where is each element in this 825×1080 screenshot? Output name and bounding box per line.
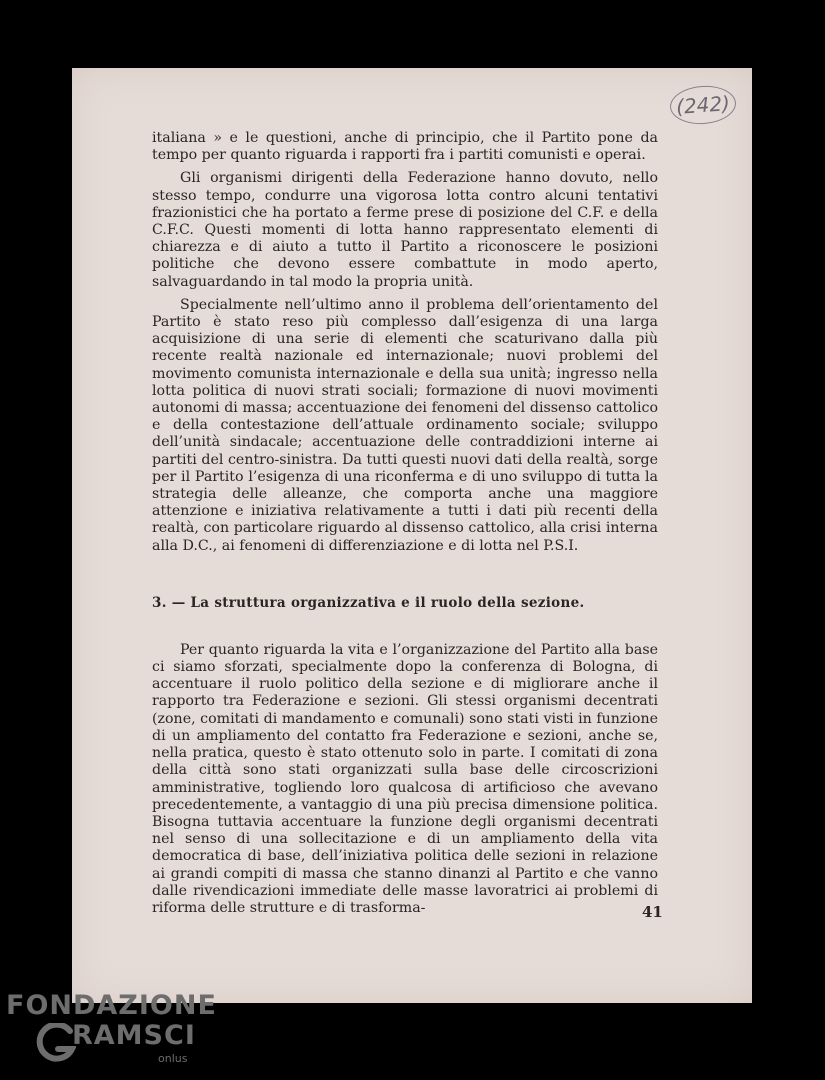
section-heading: 3. — La struttura organizzativa e il ruolo della sezione.	[152, 594, 585, 611]
logo-line-2: RAMSCI	[72, 1020, 196, 1051]
paragraph-1: italiana » e le questioni, anche di principio, che il Partito pone da tempo per quanto riguarda i rapporti fra i partiti comunisti e operai.	[152, 130, 658, 164]
page-number: 41	[642, 903, 663, 921]
logo-line-1: FONDAZIONE	[6, 990, 217, 1021]
body-text	[152, 130, 658, 917]
logo-line-3: onlus	[158, 1052, 188, 1065]
fondazione-gramsci-logo	[6, 990, 217, 1070]
paragraph-3: Specialmente nell’ultimo anno il problema dell’orientamento del Partito è stato reso più complesso dall’esigenza di una larga acquisizione di una serie di elementi che scaturivano dalla più recente realtà nazionale ed internazionale; nuovi problemi del movimento comunista internazionale e della sua unità; ingresso nella lotta politica di nuovi strati sociali; formazione di nuovi movimenti autonomi di massa; accentuazione dei fenomeni del dissenso cattolico e della contestazione dell’attuale ordinamento sociale; sviluppo dell’unità sindacale; accentuazione delle contraddizioni interne ai partiti del centro-sinistra. Da tutti questi nuovi dati della realtà, sorge per il Partito l’esigenza di una riconferma e di uno sviluppo di tutta la strategia delle alleanze, che comporta anche una maggiore attenzione e iniziativa relativamente a tutti i dati più recenti della realtà, con particolare riguardo al dissenso cattolico, alla crisi interna alla D.C., ai fenomeni di differenziazione e di lotta nel P.S.I.	[152, 296, 658, 554]
logo-g-icon	[34, 1023, 76, 1063]
paragraph-4: Per quanto riguarda la vita e l’organizzazione del Partito alla base ci siamo sforzati, specialmente dopo la conferenza di Bologna, di accentuare il ruolo politico della sezione e di migliorare anche il rapporto tra Federazione e sezioni. Gli stessi organismi decentrati (zone, comitati di mandamento e comunali) sono stati visti in funzione di un ampliamento del contatto fra Federazione e sezioni, anche se, nella pratica, questo è stato ottenuto solo in parte. I comitati di zona della città sono stati organizzati sulla base delle circoscrizioni amministrative, togliendo loro qualcosa di artificioso che avevano precedentemente, a vantaggio di una più precisa dimensione politica. Bisogna tuttavia accentuare la funzione degli organismi decentrati nel senso di una sollecitazione e di un ampliamento della vita democratica di base, dell’iniziativa politica delle sezioni in relazione ai grandi compiti di massa che stanno dinanzi al Partito e che vanno dalle rivendicazioni immediate delle masse lavoratrici ai problemi di riforma delle strutture e di trasforma-	[152, 641, 658, 916]
paragraph-2: Gli organismi dirigenti della Federazione hanno dovuto, nello stesso tempo, condurre una vigorosa lotta contro alcuni tentativi frazionistici che ha portato a ferme prese di posizione del C.F. e della C.F.C. Questi momenti di lotta hanno rappresentato elementi di chiarezza e di aiuto a tutto il Partito a riconoscere le posizioni politiche che devono essere combattute in modo aperto, salvaguardando in tal modo la propria unità.	[152, 170, 658, 290]
archive-number-stamp: (242)	[669, 84, 737, 127]
document-page	[72, 68, 752, 1003]
